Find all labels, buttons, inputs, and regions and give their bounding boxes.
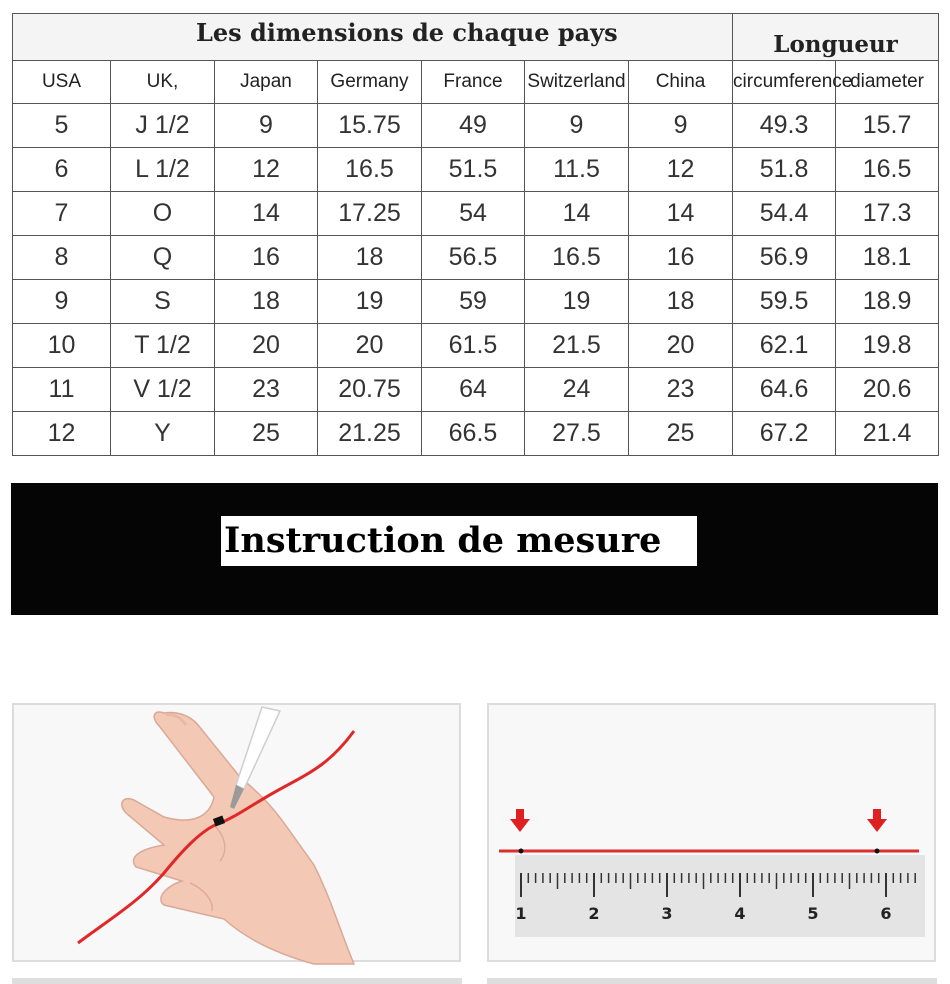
end-arrow-icon — [867, 809, 887, 832]
cell-usa: 5 — [13, 104, 111, 148]
cell-japan: 9 — [215, 104, 318, 148]
cell-switzerland: 21.5 — [525, 324, 629, 368]
ruler-number: 4 — [734, 904, 746, 923]
cell-uk: L 1/2 — [111, 148, 215, 192]
header-usa: USA — [13, 61, 111, 104]
cell-uk: Q — [111, 236, 215, 280]
longueur-heading: Longueur — [733, 14, 939, 61]
cell-circumference: 67.2 — [733, 412, 836, 456]
header-diameter: diameter — [836, 61, 939, 104]
cell-germany: 17.25 — [318, 192, 422, 236]
ruler-illustration — [487, 703, 936, 962]
cell-japan: 16 — [215, 236, 318, 280]
ruler-number: 3 — [661, 904, 673, 923]
header-circumference: circumference — [733, 61, 836, 104]
ruler-number: 1 — [515, 904, 527, 923]
cell-uk: J 1/2 — [111, 104, 215, 148]
table-row — [13, 236, 939, 280]
cell-france: 64 — [422, 368, 525, 412]
cell-circumference: 64.6 — [733, 368, 836, 412]
table-title-row — [13, 14, 939, 61]
thread-end-mark — [875, 849, 880, 854]
cell-switzerland: 9 — [525, 104, 629, 148]
cell-switzerland: 16.5 — [525, 236, 629, 280]
cell-uk: S — [111, 280, 215, 324]
table-header-row — [13, 61, 939, 104]
cell-usa: 8 — [13, 236, 111, 280]
header-uk: UK, — [111, 61, 215, 104]
header-japan: Japan — [215, 61, 318, 104]
cell-japan: 14 — [215, 192, 318, 236]
cell-china: 16 — [629, 236, 733, 280]
ruler-number: 2 — [588, 904, 600, 923]
cell-usa: 6 — [13, 148, 111, 192]
table-title: Les dimensions de chaque pays — [13, 14, 733, 61]
cell-germany: 18 — [318, 236, 422, 280]
cell-circumference: 51.8 — [733, 148, 836, 192]
header-china: China — [629, 61, 733, 104]
bottom-strip — [0, 978, 950, 984]
cell-diameter: 15.7 — [836, 104, 939, 148]
cell-switzerland: 19 — [525, 280, 629, 324]
cell-china: 12 — [629, 148, 733, 192]
cell-germany: 20 — [318, 324, 422, 368]
cell-france: 59 — [422, 280, 525, 324]
finger-measure-drawing — [14, 705, 463, 964]
cell-china: 18 — [629, 280, 733, 324]
header-switzerland: Switzerland — [525, 61, 629, 104]
ruler-body — [515, 855, 925, 937]
cell-germany: 20.75 — [318, 368, 422, 412]
cell-diameter: 18.9 — [836, 280, 939, 324]
cell-usa: 7 — [13, 192, 111, 236]
cell-japan: 25 — [215, 412, 318, 456]
cell-diameter: 19.8 — [836, 324, 939, 368]
cell-germany: 19 — [318, 280, 422, 324]
cell-japan: 12 — [215, 148, 318, 192]
cell-france: 54 — [422, 192, 525, 236]
cell-switzerland: 24 — [525, 368, 629, 412]
cell-china: 9 — [629, 104, 733, 148]
cell-switzerland: 27.5 — [525, 412, 629, 456]
cell-uk: Y — [111, 412, 215, 456]
table-row — [13, 192, 939, 236]
cell-usa: 12 — [13, 412, 111, 456]
cell-usa: 11 — [13, 368, 111, 412]
cell-uk: V 1/2 — [111, 368, 215, 412]
cell-circumference: 54.4 — [733, 192, 836, 236]
cell-diameter: 16.5 — [836, 148, 939, 192]
cell-france: 49 — [422, 104, 525, 148]
cell-china: 25 — [629, 412, 733, 456]
cell-germany: 16.5 — [318, 148, 422, 192]
ruler-number: 6 — [880, 904, 892, 923]
cell-switzerland: 11.5 — [525, 148, 629, 192]
table-row — [13, 280, 939, 324]
header-germany: Germany — [318, 61, 422, 104]
cell-japan: 20 — [215, 324, 318, 368]
cell-france: 66.5 — [422, 412, 525, 456]
ring-size-table — [12, 13, 939, 456]
table-row — [13, 412, 939, 456]
bottom-divider-left — [12, 978, 462, 984]
ruler-drawing — [489, 705, 938, 964]
table-row — [13, 104, 939, 148]
table-row — [13, 368, 939, 412]
thread-start-mark — [519, 849, 524, 854]
cell-uk: O — [111, 192, 215, 236]
cell-china: 20 — [629, 324, 733, 368]
bottom-divider-right — [487, 978, 937, 984]
cell-diameter: 20.6 — [836, 368, 939, 412]
cell-france: 61.5 — [422, 324, 525, 368]
cell-germany: 15.75 — [318, 104, 422, 148]
cell-circumference: 49.3 — [733, 104, 836, 148]
cell-germany: 21.25 — [318, 412, 422, 456]
header-france: France — [422, 61, 525, 104]
instruction-title: Instruction de mesure — [221, 516, 697, 566]
cell-japan: 23 — [215, 368, 318, 412]
cell-circumference: 56.9 — [733, 236, 836, 280]
cell-france: 51.5 — [422, 148, 525, 192]
cell-circumference: 62.1 — [733, 324, 836, 368]
instruction-banner — [11, 483, 938, 615]
cell-usa: 9 — [13, 280, 111, 324]
finger-measure-illustration — [12, 703, 461, 962]
ruler-number: 5 — [807, 904, 819, 923]
cell-circumference: 59.5 — [733, 280, 836, 324]
start-arrow-icon — [510, 809, 530, 832]
cell-uk: T 1/2 — [111, 324, 215, 368]
cell-diameter: 18.1 — [836, 236, 939, 280]
table-row — [13, 148, 939, 192]
cell-switzerland: 14 — [525, 192, 629, 236]
cell-france: 56.5 — [422, 236, 525, 280]
cell-diameter: 21.4 — [836, 412, 939, 456]
cell-diameter: 17.3 — [836, 192, 939, 236]
table-body — [13, 104, 939, 456]
hand-icon — [122, 712, 354, 964]
cell-usa: 10 — [13, 324, 111, 368]
table-row — [13, 324, 939, 368]
cell-china: 23 — [629, 368, 733, 412]
cell-china: 14 — [629, 192, 733, 236]
cell-japan: 18 — [215, 280, 318, 324]
